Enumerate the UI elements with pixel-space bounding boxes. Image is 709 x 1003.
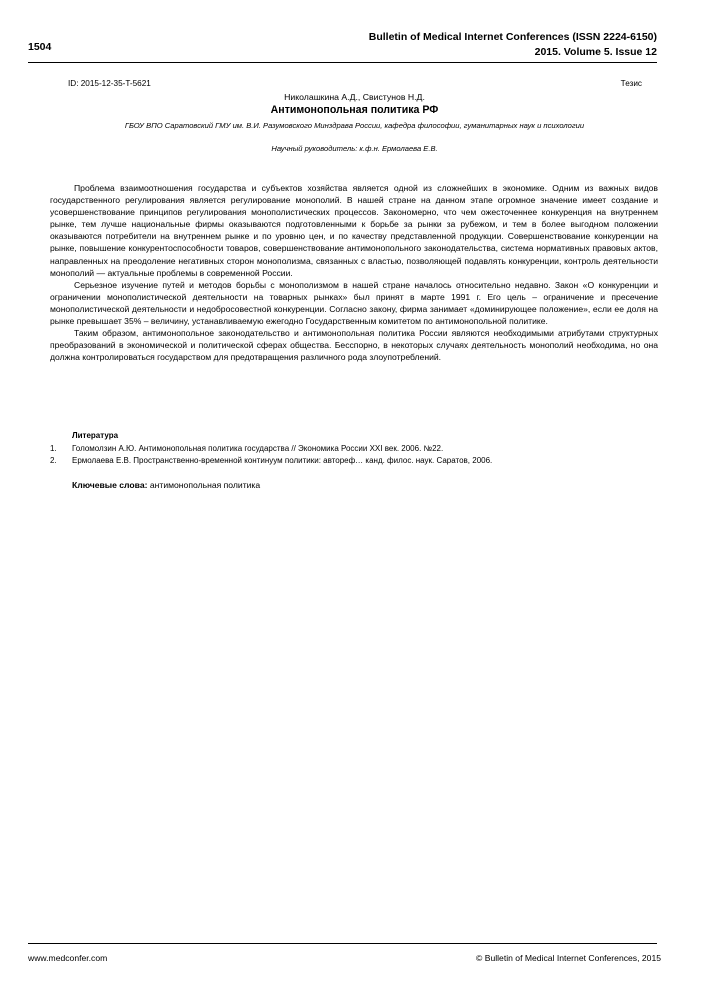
article-title: Антимонопольная политика РФ (270, 104, 439, 116)
affiliation: ГБОУ ВПО Саратовский ГМУ им. В.И. Разумовского Минздрава России, кафедра философии, гуманитарных наук и психологии (124, 121, 585, 130)
reference-number: 1. (50, 444, 57, 453)
body-paragraph: Таким образом, антимонопольное законодательство и антимонопольная политика России являются необходимыми атрибутами структурных преобразований в экономической и политической сферах общества. Бесспорно, в некоторых случаях деятельность монополий необходима, но она должна контролироваться государством для предотвращения различного рода злоупотреблений. (50, 328, 658, 363)
body-paragraph: Серьезное изучение путей и методов борьбы с монополизмом в нашей стране началось относительно недавно. Закон «О конкуренции и ограничении монополистической деятельности на товарных рынках» был принят в марте 1991 г. Его цель – ограничение и пресечение монополистической деятельности и недобросовестной конкуренции. Согласно закону, фирма занимает «доминирующее положение», если ее доля на рынке превышает 35% – величину, устанавливаемую ежегодно Государственным комитетом по антимонопольной политике. (50, 279, 658, 327)
article-id: ID: 2015-12-35-T-5621 (68, 79, 151, 88)
reference-item (50, 443, 660, 455)
keywords-value: антимонопольная политика (149, 480, 261, 490)
journal-title: Bulletin of Medical Internet Conferences (ISSN 2224-6150) (368, 31, 657, 43)
footer-copyright: © Bulletin of Medical Internet Conferences, 2015 (476, 953, 661, 963)
authors: Николашкина А.Д., Свистунов Н.Д. (284, 92, 425, 102)
page-number: 1504 (28, 41, 52, 53)
reference-number: 2. (50, 456, 57, 465)
reference-text: Голомолзин А.Ю. Антимонопольная политика государства // Экономика России XXI век. 2006. №22. (72, 444, 444, 453)
references-heading: Литература (72, 431, 119, 440)
journal-header (369, 30, 657, 60)
footer-rule (28, 943, 657, 944)
references-list (50, 443, 660, 467)
journal-issue: 2015. Volume 5. Issue 12 (534, 46, 657, 58)
keywords-label: Ключевые слова: (72, 480, 148, 490)
body-paragraph: Проблема взаимоотношения государства и субъектов хозяйства является одной из сложнейших в экономике. Одним из важных видов государственного регулирования является регулирование монополий. В нашей стране на данном этапе огромное значение имеет создание и усовершенствование принципов регулирования монополистических процессов. Закономерно, что чем ожесточеннее конкуренция на внутреннем рынке, тем лучше национальные фирмы оказываются подготовленными к борьбе за рынки за рубежом, и тем в более выгодном положении оказываются потребители на внутреннем рынке и по уровню цен, и по качеству представленной продукции. Совершенствование конкуренции на рынке, повышение конкурентоспособности товаров, совершенствование антимонопольного законодательства, система нормативных правовых актов, направленных на преодоление негативных сторон монополизма, связанных с властью, позволяющей подавлять конкуренции, контроль деятельности монополий — актуальные проблемы в современной России. (50, 183, 658, 278)
supervisor: Научный руководитель: к.ф.н. Ермолаева Е.В. (271, 144, 438, 153)
article-type: Тезис (620, 79, 642, 88)
footer-website[interactable]: www.medconfer.com (28, 953, 108, 963)
reference-text: Ермолаева Е.В. Пространственно-временной континуум политики: автореф… канд. филос. наук. Саратов, 2006. (72, 456, 493, 465)
reference-item (50, 455, 660, 467)
article-body (50, 182, 658, 363)
header-rule (28, 62, 657, 63)
keywords (72, 480, 260, 490)
